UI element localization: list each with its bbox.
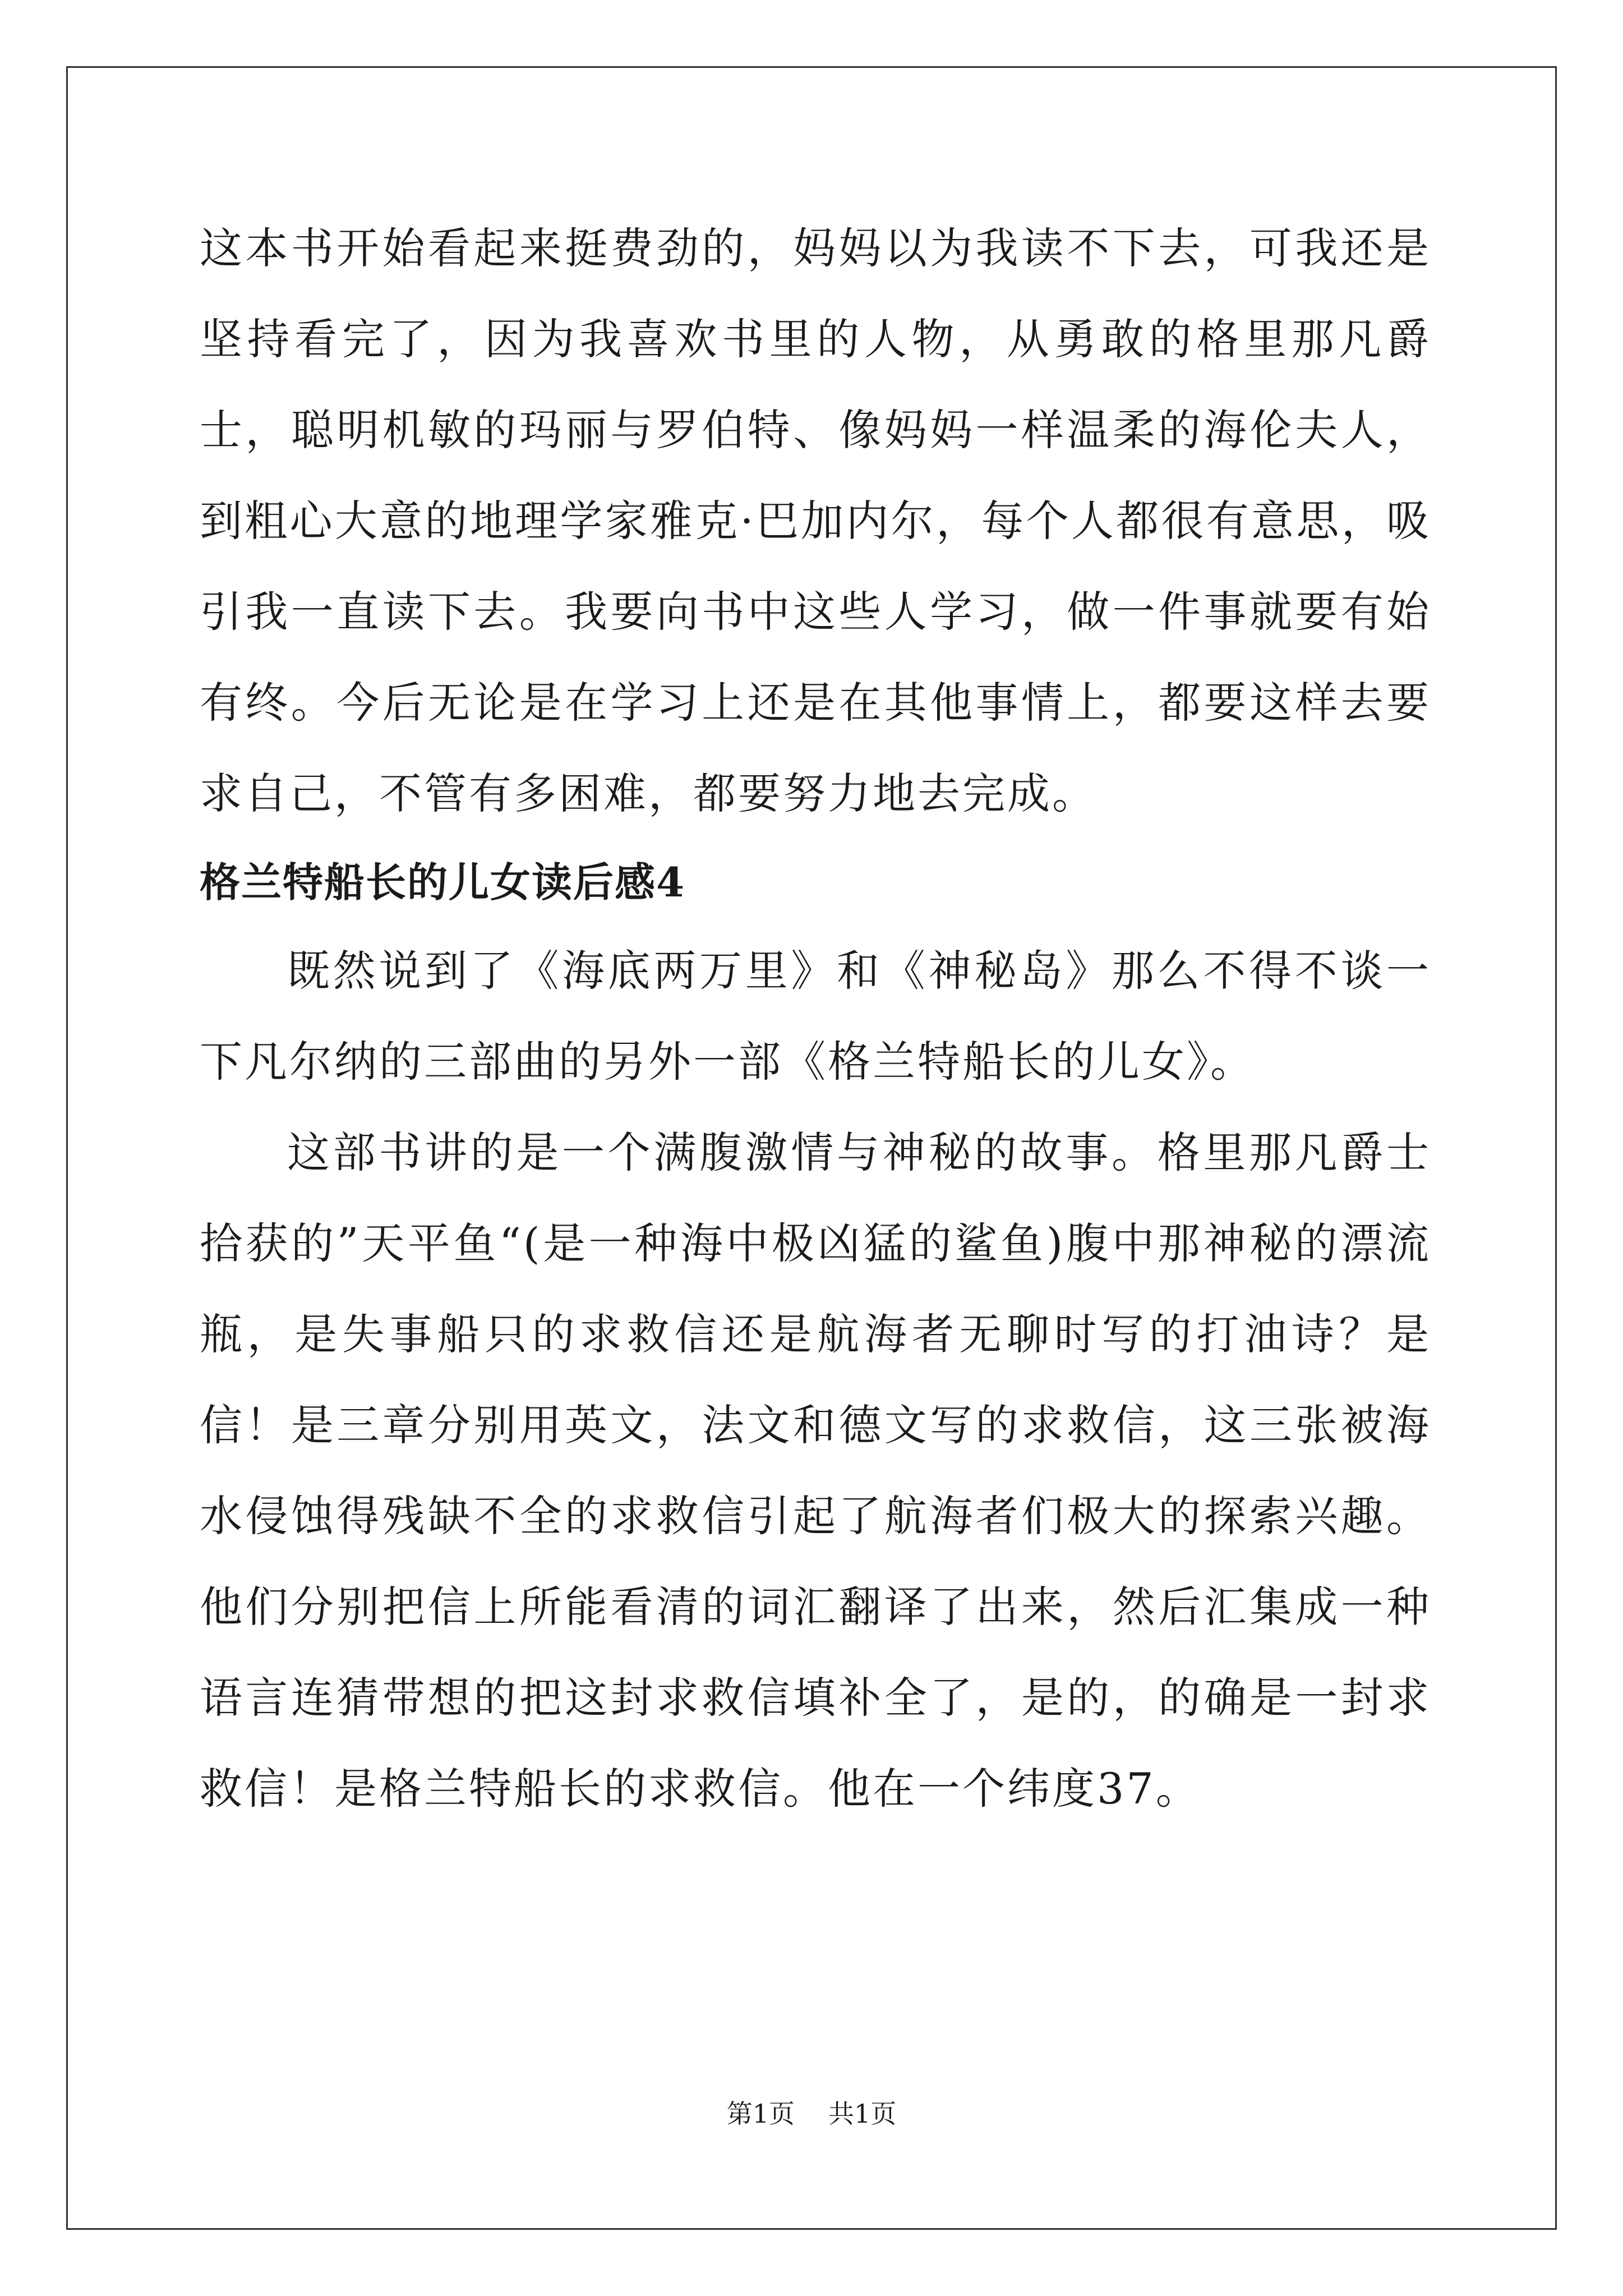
- section-heading: 格兰特船长的儿女读后感4: [200, 858, 686, 906]
- page-number-total: 共1页: [828, 2099, 897, 2129]
- page-footer: [0, 2097, 1623, 2131]
- paragraph-2: 既然说到了《海底两万里》和《神秘岛》那么不得不谈一下凡尔纳的三部曲的另外一部《格兰特船长的儿女》。: [200, 946, 1431, 1087]
- page-number-current: 第1页: [726, 2099, 795, 2129]
- paragraph-3: 这部书讲的是一个满腹激情与神秘的故事。格里那凡爵士拾获的”天平鱼“(是一种海中极凶猛的鲨鱼)腹中那神秘的漂流瓶，是失事船只的求救信还是航海者无聊时写的打油诗？是信！是三章分别用英文，法文和德文写的求救信，这三张被海水侵蚀得残缺不全的求救信引起了航海者们极大的探索兴趣。他们分别把信上所能看清的词汇翻译了出来，然后汇集成一种语言连猜带想的把这封求救信填补全了，是的，的确是一封求救信！是格兰特船长的求救信。他在一个纬度37。: [200, 1128, 1431, 1814]
- paragraph-1: 这本书开始看起来挺费劲的，妈妈以为我读不下去，可我还是坚持看完了，因为我喜欢书里的人物，从勇敢的格里那凡爵士，聪明机敏的玛丽与罗伯特、像妈妈一样温柔的海伦夫人，到粗心大意的地理学家雅克·巴加内尔，每个人都很有意思，吸引我一直读下去。我要向书中这些人学习，做一件事就要有始有终。今后无论是在学习上还是在其他事情上，都要这样去要求自己，不管有多困难，都要努力地去完成。: [200, 223, 1431, 818]
- document-body: [200, 203, 1431, 1834]
